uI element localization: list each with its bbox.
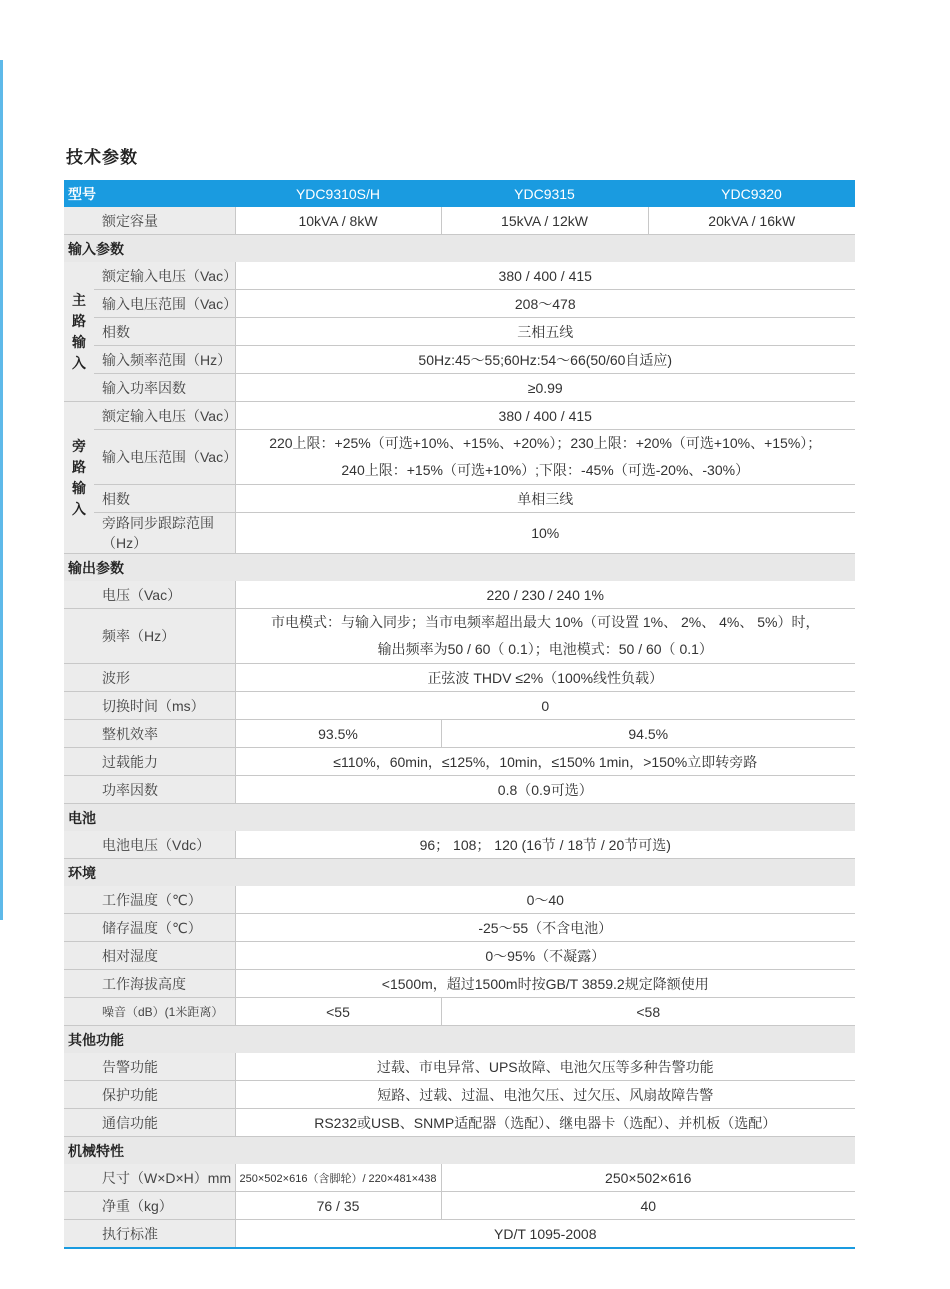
table-row xyxy=(64,1220,855,1249)
section-header xyxy=(64,554,855,582)
row-value: 96； 108； 120 (16节 / 18节 / 20节可选) xyxy=(235,831,855,859)
section-title: 其他功能 xyxy=(64,1026,855,1054)
value-line: 220上限：+25%（可选+10%、+15%、+20%）；230上限：+20%（可选+10%、+15%）； xyxy=(269,435,822,451)
row-label: 输入功率因数 xyxy=(94,374,235,402)
value-line: 市电模式：与输入同步；当市电频率超出最大 10%（可设置 1%、 2%、 4%、 5%）时， xyxy=(271,614,820,630)
table-row xyxy=(64,970,855,998)
spec-table xyxy=(64,180,855,1249)
group-label-bypass-input xyxy=(64,402,94,554)
model-name: YDC9320 xyxy=(648,180,855,207)
table-row xyxy=(64,609,855,664)
row-label: 通信功能 xyxy=(64,1109,235,1137)
row-label: 切换时间（ms） xyxy=(64,692,235,720)
row-label: 电池电压（Vdc） xyxy=(64,831,235,859)
section-header xyxy=(64,235,855,263)
model-name: YDC9310S/H xyxy=(235,180,441,207)
row-label: 尺寸（W×D×H）mm xyxy=(64,1164,235,1192)
row-label: 相对湿度 xyxy=(64,942,235,970)
row-value: <55 xyxy=(235,998,441,1026)
row-label: 频率（Hz） xyxy=(64,609,235,664)
table-row xyxy=(64,430,855,485)
row-value: 10% xyxy=(235,513,855,554)
row-label: 相数 xyxy=(94,318,235,346)
table-row xyxy=(64,1081,855,1109)
group-text: 主 路 输 入 xyxy=(72,291,86,371)
row-label: 工作海拔高度 xyxy=(64,970,235,998)
section-header xyxy=(64,859,855,887)
group-text: 旁 路 输 入 xyxy=(72,437,86,517)
row-value: 208～478 xyxy=(235,290,855,318)
section-header xyxy=(64,1026,855,1054)
row-label: 额定输入电压（Vac） xyxy=(94,262,235,290)
table-row xyxy=(64,776,855,804)
row-value: 0～95%（不凝露） xyxy=(235,942,855,970)
row-value: ≤110%，60min，≤125%，10min，≤150% 1min，>150%立即转旁路 xyxy=(235,748,855,776)
table-row xyxy=(64,914,855,942)
value-line: 240上限：+15%（可选+10%）;下限：-45%（可选-20%、-30%） xyxy=(341,462,750,478)
section-title: 输出参数 xyxy=(64,554,855,582)
row-label: 输入电压范围（Vac） xyxy=(94,430,235,485)
table-row xyxy=(64,998,855,1026)
row-label: 输入电压范围（Vac） xyxy=(94,290,235,318)
row-value: 93.5% xyxy=(235,720,441,748)
table-row xyxy=(64,748,855,776)
row-label: 电压（Vac） xyxy=(64,581,235,609)
row-value: 220 / 230 / 240 1% xyxy=(235,581,855,609)
row-value: YD/T 1095-2008 xyxy=(235,1220,855,1249)
indent-cell xyxy=(64,207,94,235)
row-label: 额定容量 xyxy=(94,207,235,235)
row-value: 单相三线 xyxy=(235,485,855,513)
table-row xyxy=(64,1164,855,1192)
table-row xyxy=(64,1192,855,1220)
table-row xyxy=(64,207,855,235)
table-row xyxy=(64,664,855,692)
table-row xyxy=(64,318,855,346)
table-row xyxy=(64,942,855,970)
table-row xyxy=(64,831,855,859)
table-row xyxy=(64,346,855,374)
table-row xyxy=(64,581,855,609)
row-value: 正弦波 THDV ≤2%（100%线性负载） xyxy=(235,664,855,692)
table-row xyxy=(64,262,855,290)
row-value: 50Hz:45～55;60Hz:54～66(50/60自适应) xyxy=(235,346,855,374)
row-value: ≥0.99 xyxy=(235,374,855,402)
row-label: 旁路同步跟踪范围（Hz） xyxy=(94,513,235,554)
group-label-main-input xyxy=(64,262,94,402)
side-accent-strip xyxy=(0,60,3,920)
table-row xyxy=(64,513,855,554)
row-label: 告警功能 xyxy=(64,1053,235,1081)
row-label: 波形 xyxy=(64,664,235,692)
value-line: 输出频率为50 / 60（ 0.1）；电池模式：50 / 60（ 0.1） xyxy=(377,641,713,657)
table-row xyxy=(64,290,855,318)
row-value: <58 xyxy=(441,998,855,1026)
header-row xyxy=(64,180,855,207)
model-name: YDC9315 xyxy=(441,180,648,207)
row-value: 76 / 35 xyxy=(235,1192,441,1220)
section-title: 电池 xyxy=(64,804,855,832)
row-value: 20kVA / 16kW xyxy=(648,207,855,235)
row-value: <1500m，超过1500m时按GB/T 3859.2规定降额使用 xyxy=(235,970,855,998)
row-label: 过载能力 xyxy=(64,748,235,776)
row-value: 15kVA / 12kW xyxy=(441,207,648,235)
page-title: 技术参数 xyxy=(66,148,138,167)
table-row xyxy=(64,402,855,430)
row-value: 250×502×616（含脚轮）/ 220×481×438 xyxy=(235,1164,441,1192)
section-header xyxy=(64,804,855,832)
table-row xyxy=(64,886,855,914)
row-value: 10kVA / 8kW xyxy=(235,207,441,235)
row-value: 三相五线 xyxy=(235,318,855,346)
row-label: 噪音（dB）(1米距离） xyxy=(64,998,235,1026)
row-value: 短路、过载、过温、电池欠压、过欠压、风扇故障告警 xyxy=(235,1081,855,1109)
row-label: 额定输入电压（Vac） xyxy=(94,402,235,430)
row-label: 执行标准 xyxy=(64,1220,235,1249)
section-header xyxy=(64,1137,855,1165)
row-value: -25～55（不含电池） xyxy=(235,914,855,942)
row-value: 40 xyxy=(441,1192,855,1220)
table-row xyxy=(64,1053,855,1081)
row-value: 380 / 400 / 415 xyxy=(235,262,855,290)
row-label: 整机效率 xyxy=(64,720,235,748)
row-value: 380 / 400 / 415 xyxy=(235,402,855,430)
row-value xyxy=(235,430,855,485)
row-value: 94.5% xyxy=(441,720,855,748)
row-value: 250×502×616 xyxy=(441,1164,855,1192)
table-row xyxy=(64,374,855,402)
row-label: 储存温度（℃） xyxy=(64,914,235,942)
row-label: 相数 xyxy=(94,485,235,513)
row-value: RS232或USB、SNMP适配器（选配）、继电器卡（选配）、并机板（选配） xyxy=(235,1109,855,1137)
row-label: 功率因数 xyxy=(64,776,235,804)
section-title: 机械特性 xyxy=(64,1137,855,1165)
row-label: 保护功能 xyxy=(64,1081,235,1109)
section-title: 输入参数 xyxy=(64,235,855,263)
table-row xyxy=(64,692,855,720)
table-row xyxy=(64,720,855,748)
row-label: 工作温度（℃） xyxy=(64,886,235,914)
row-value: 过载、市电异常、UPS故障、电池欠压等多种告警功能 xyxy=(235,1053,855,1081)
row-value xyxy=(235,609,855,664)
row-value: 0.8（0.9可选） xyxy=(235,776,855,804)
row-label: 净重（kg） xyxy=(64,1192,235,1220)
row-value: 0～40 xyxy=(235,886,855,914)
model-label: 型号 xyxy=(64,180,235,207)
row-label: 输入频率范围（Hz） xyxy=(94,346,235,374)
row-value: 0 xyxy=(235,692,855,720)
table-row xyxy=(64,485,855,513)
section-title: 环境 xyxy=(64,859,855,887)
table-row xyxy=(64,1109,855,1137)
